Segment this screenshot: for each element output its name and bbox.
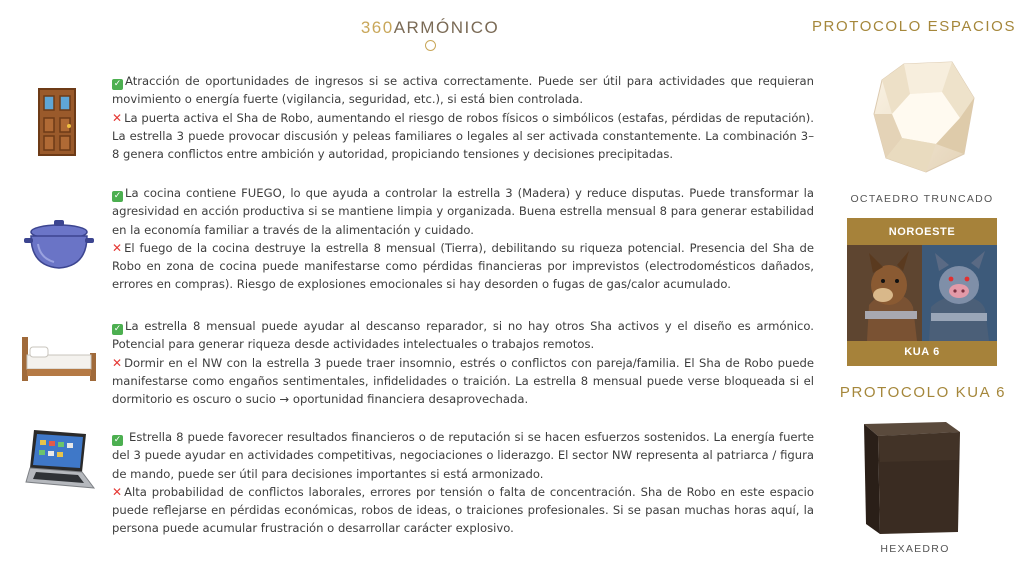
section-office xyxy=(20,428,820,543)
negative-text: Alta probabilidad de conflictos laborales, errores por tensión o falta de concentración. Sha de Robo en este espacio puede reflejarse en pérdidas económicas, robos de ideas, o traiciones profesionales. Si se pasan muchas horas aquí, la persona puede acumular frustración o desarrollar carácter explosivo. xyxy=(112,484,814,536)
logo-text: ARMÓNICO xyxy=(393,18,500,37)
cross-icon: ✕ xyxy=(112,240,123,255)
section-text xyxy=(112,184,814,294)
kua-card xyxy=(847,218,997,366)
section-text xyxy=(112,428,814,538)
hexahedron-icon xyxy=(860,420,964,538)
hexahedron-caption: HEXAEDRO xyxy=(880,543,950,555)
check-icon: ✓ xyxy=(113,191,122,201)
negative-text: La puerta activa el Sha de Robo, aumentando el riesgo de robos físicos o simbólicos (estafas, pérdidas de reputación). La estrella 3 puede provocar discusión y peleas familiares o legales al ser activada constantemente. La combinación 3–8 genera conflictos entre ambición y autoridad, propiciando tensiones y decisiones precipitadas. xyxy=(112,110,814,162)
cross-icon: ✕ xyxy=(112,484,123,499)
truncated-octahedron-icon xyxy=(872,58,976,176)
check-icon: ✓ xyxy=(113,324,122,334)
cooking-pot-icon xyxy=(24,216,94,274)
brand-logo xyxy=(360,18,500,51)
door-icon xyxy=(38,88,76,156)
logo-number: 360 xyxy=(360,18,394,37)
laptop-icon xyxy=(24,428,96,494)
positive-text: Atracción de oportunidades de ingresos si se activa correctamente. Puede ser útil para actividades que requieran movimiento o energía fuerte (vigilancia, seguridad, etc.), si está bien controlada. xyxy=(112,74,814,107)
card-footer: KUA 6 xyxy=(904,346,940,358)
octahedron-caption: OCTAEDRO TRUNCADO xyxy=(850,193,994,205)
section-text xyxy=(112,72,814,163)
card-header: NOROESTE xyxy=(888,226,956,238)
section-door xyxy=(20,72,820,172)
positive-text: La estrella 8 mensual puede ayudar al descanso reparador, si no hay otros Sha activos y el diseño es armónico. Potencial para generar riqueza desde actividades intelectuales o trabajos remotos. xyxy=(112,319,814,352)
cross-icon: ✕ xyxy=(112,355,123,370)
check-icon: ✓ xyxy=(113,79,122,89)
protocol-kua-title: PROTOCOLO KUA 6 xyxy=(839,384,1007,401)
negative-text: Dormir en el NW con la estrella 3 puede traer insomnio, estrés o conflictos con pareja/familia. El Sha de Robo puede manifestarse como engaños sentimentales, infidelidades o traición. La estrella 8 mensual puede verse bloqueada si el dormitorio es oscuro o sucio → oportunidad financiera desaprovechada. xyxy=(112,355,814,407)
bed-icon xyxy=(22,333,96,383)
check-icon: ✓ xyxy=(113,435,122,445)
positive-text: Estrella 8 puede favorecer resultados financieros o de reputación si se hacen esfuerzos sostenidos. La energía fuerte del 3 puede ayudar en actividades competitivas, negociaciones o liderazgo. El sector NW representa al patriarca / figura de mando, puede ser útil para decisiones importantes si está armonizado. xyxy=(112,430,814,481)
section-kitchen xyxy=(20,184,820,299)
cross-icon: ✕ xyxy=(112,110,123,125)
protocol-spaces-title: PROTOCOLO ESPACIOS xyxy=(811,18,1017,35)
negative-text: El fuego de la cocina destruye la estrella 8 mensual (Tierra), debilitando su riqueza potencial. Presencia del Sha de Robo en zona de cocina puede manifestarse como pérdidas financieras por imprevistos (electrodomésticos dañados, errores en compras). Riesgo de explosiones emocionales si hay desorden o fugas de gas/calor acumulado. xyxy=(112,240,814,292)
section-text xyxy=(112,317,814,408)
positive-text: La cocina contiene FUEGO, lo que ayuda a controlar la estrella 3 (Madera) y reduce disputas. Puede transformar la agresividad en acción productiva si se mantiene limpia y organizada. Buena estrella mensual 8 para generar estabilidad en la economía familiar a través de la alimentación y cuidado. xyxy=(112,186,814,237)
dog-and-pig-warriors-image xyxy=(847,245,997,341)
logo-mark-icon xyxy=(425,40,436,51)
section-bedroom xyxy=(20,317,820,409)
